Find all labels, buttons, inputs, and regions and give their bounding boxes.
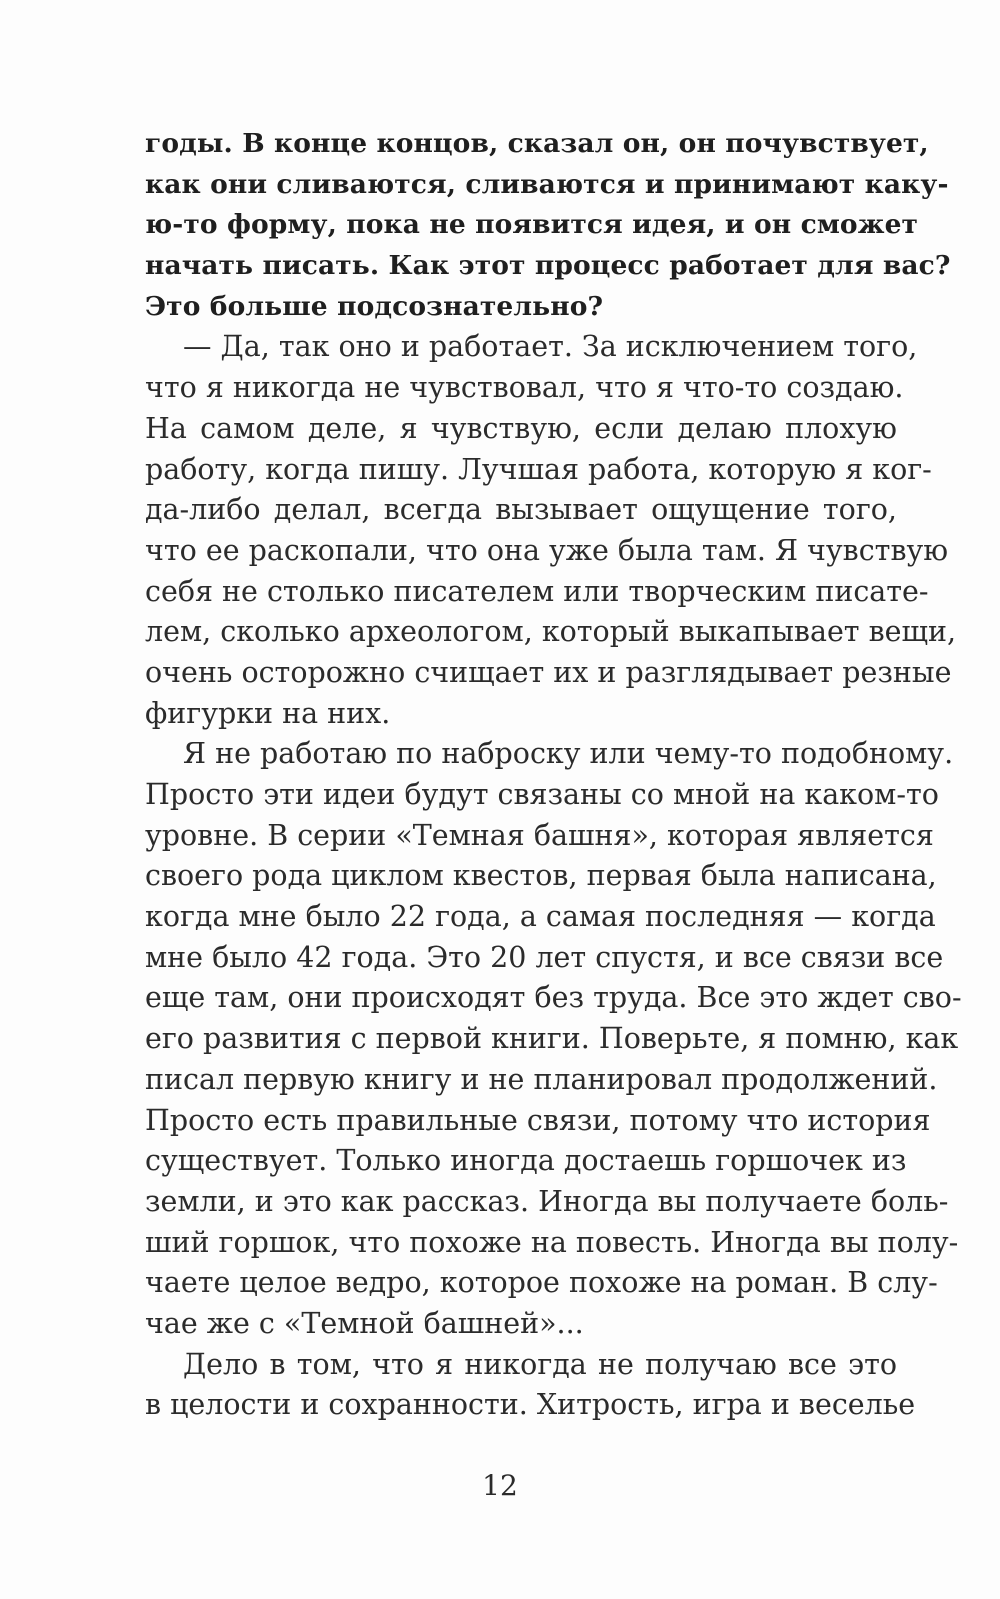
paragraph-line: его развития с первой книги. Поверьте, я помню, как [145, 1022, 959, 1056]
paragraph-line: уровне. В серии «Темная башня», которая является [145, 818, 934, 852]
paragraph-line: писал первую книгу и не планировал продолжений. [145, 1062, 938, 1096]
question-line: как они сливаются, сливаются и принимают каку- [145, 168, 949, 200]
paragraph-line: Просто есть правильные связи, потому что история [145, 1103, 931, 1137]
question-line: начать писать. Как этот процесс работает для вас? [145, 250, 951, 282]
page-number: 12 [482, 1469, 518, 1502]
paragraph-line: земли, и это как рассказ. Иногда вы получаете боль- [145, 1184, 949, 1218]
paragraph-line: что ее раскопали, что она уже была там. Я чувствую [145, 533, 949, 567]
paragraph-line: очень осторожно счищает их и разглядывает резные [145, 655, 952, 689]
paragraph-line: чаете целое ведро, которое похоже на роман. В слу- [145, 1266, 938, 1300]
answer-paragraph-3 [145, 1345, 916, 1426]
paragraph-line: — Да, так оно и работает. За исключением того, [183, 330, 918, 364]
paragraph-line: себя не столько писателем или творческим писате- [145, 574, 929, 608]
paragraph-line: еще там, они происходят без труда. Все это ждет сво- [145, 981, 962, 1015]
question-line: ю-то форму, пока не появится идея, и он сможет [145, 209, 919, 241]
paragraph-line: фигурки на них. [145, 696, 391, 730]
paragraph-line: мне было 42 года. Это 20 лет спустя, и все связи все [145, 940, 944, 974]
paragraph-line: чае же с «Темной башней»... [145, 1306, 584, 1340]
paragraph-line: что я никогда не чувствовал, что я что-то создаю. [145, 371, 904, 405]
paragraph-line: Я не работаю по наброску или чему-то подобному. [183, 737, 954, 771]
question-line: годы. В конце концов, сказал он, он почувствует, [145, 128, 929, 159]
paragraph-line: в целости и сохранности. Хитрость, игра и веселье [145, 1388, 916, 1422]
paragraph-line: ший горшок, что похоже на повесть. Иногда вы полу- [145, 1225, 959, 1259]
paragraph-line: да-либо делал, всегда вызывает ощущение того, [145, 493, 897, 527]
paragraph-line: Дело в том, что я никогда не получаю все это [183, 1347, 897, 1381]
paragraph-line: лем, сколько археологом, который выкапывает вещи, [145, 615, 957, 649]
question-line: Это больше подсознательно? [145, 290, 604, 322]
paragraph-line: своего рода циклом квестов, первая была написана, [145, 859, 937, 893]
paragraph-line: существует. Только иногда достаешь горшочек из [145, 1144, 907, 1178]
answer-paragraph-2 [145, 734, 962, 1344]
paragraph-line: Просто эти идеи будут связаны со мной на каком-то [145, 778, 939, 811]
paragraph-line: работу, когда пишу. Лучшая работа, которую я ког- [145, 452, 932, 486]
paragraph-line: когда мне было 22 года, а самая последняя — когда [145, 900, 936, 934]
answer-paragraph-1 [145, 327, 957, 734]
interview-question [145, 124, 951, 327]
text-column [145, 124, 962, 1426]
paragraph-line: На самом деле, я чувствую, если делаю плохую [145, 411, 897, 445]
